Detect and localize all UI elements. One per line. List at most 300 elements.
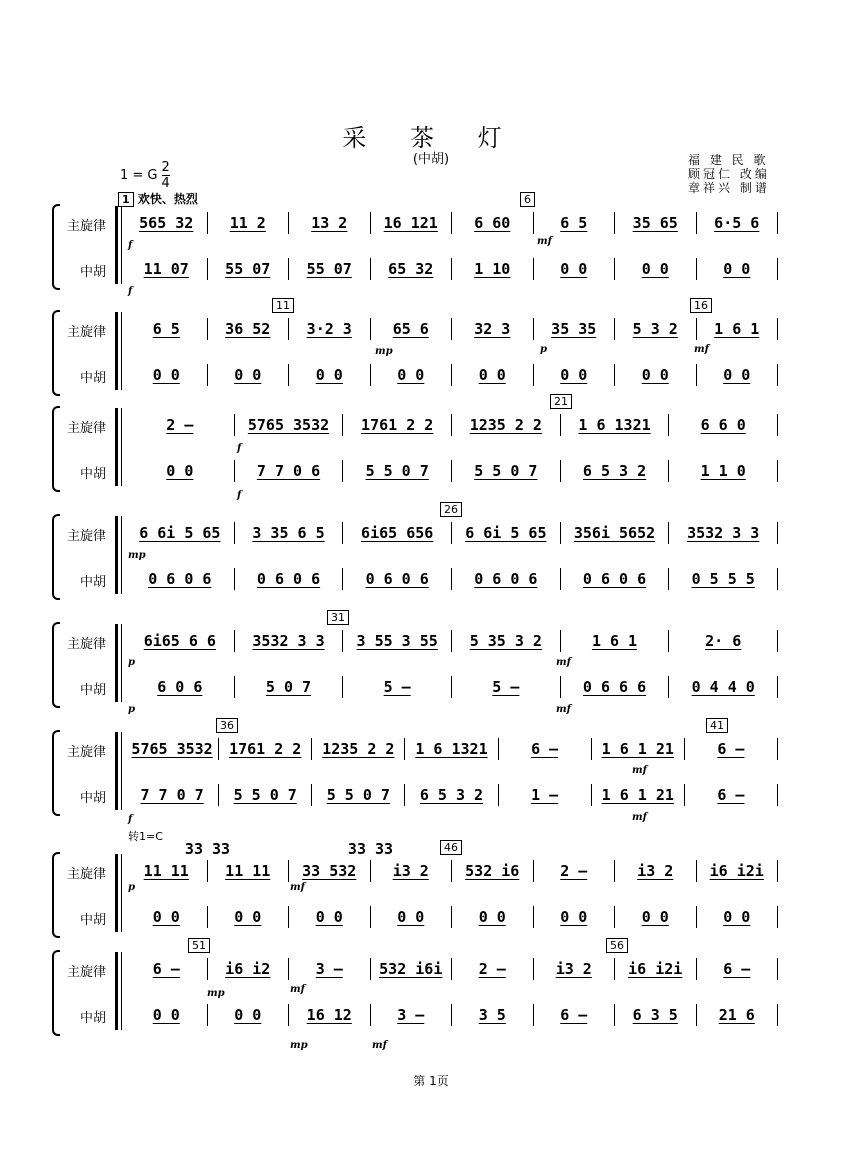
notes: i3 2	[637, 862, 674, 880]
notes: 11 07	[143, 260, 189, 278]
measure	[371, 364, 453, 386]
measure	[219, 784, 312, 806]
measure	[126, 414, 235, 436]
measure	[235, 460, 344, 482]
measure	[452, 522, 561, 544]
notes: 3532 3 3	[687, 524, 760, 542]
notes: 35 35	[551, 320, 597, 338]
dynamic-marking: p	[128, 657, 135, 668]
dynamic-marking: mf	[632, 765, 647, 776]
system-brace	[52, 730, 60, 816]
measure	[561, 630, 670, 652]
measure	[615, 318, 697, 340]
measure	[452, 414, 561, 436]
notes: 0 0	[397, 366, 425, 384]
measure	[343, 568, 452, 590]
dynamic-marking: mf	[556, 704, 571, 715]
measure	[208, 258, 290, 280]
measure	[534, 958, 616, 980]
melody-staff	[126, 522, 778, 544]
measure	[697, 860, 779, 882]
notes: 0 0	[152, 908, 180, 926]
measure	[126, 258, 208, 280]
notes: 5 3 2	[632, 320, 678, 338]
system-start-bar-thin	[121, 952, 122, 1030]
notes: 6 –	[152, 960, 180, 978]
zhonghu-staff	[126, 258, 778, 280]
rehearsal-mark: 21	[550, 394, 572, 409]
measure	[615, 838, 778, 860]
measure	[561, 568, 670, 590]
notes: 0 6 0 6	[148, 570, 212, 588]
measure	[452, 568, 561, 590]
measure	[561, 676, 670, 698]
part-label: 中胡	[79, 683, 106, 698]
measure	[452, 906, 534, 928]
measure	[208, 364, 290, 386]
measure	[126, 784, 219, 806]
notes: 6 5 3 2	[582, 462, 647, 480]
notes: 3 55 3 55	[356, 632, 438, 650]
notes: 6 6i 5 65	[139, 524, 221, 542]
notes: 356i 5652	[573, 524, 656, 542]
notes: 0 0	[723, 260, 751, 278]
notes: 65 6	[392, 320, 429, 338]
notes: 6i65 6 6	[143, 632, 216, 650]
measure	[208, 318, 290, 340]
part-label: 主旋律	[66, 745, 106, 760]
key-prefix: 1 = G	[120, 168, 158, 183]
dynamic-marking: mp	[290, 1040, 308, 1051]
measure	[208, 958, 290, 980]
dynamic-marking: p	[128, 882, 135, 893]
system-start-bar-thin	[121, 624, 122, 702]
rehearsal-mark: 56	[606, 938, 628, 953]
measure	[371, 958, 453, 980]
notes: 3 –	[397, 1006, 425, 1024]
rehearsal-mark: 1	[118, 192, 134, 207]
notes: 7 7 0 6	[256, 462, 321, 480]
notes: 0 0	[478, 908, 506, 926]
notes: 1 6 1 21	[601, 786, 674, 804]
system-start-bar-thin	[121, 312, 122, 390]
measure	[669, 568, 778, 590]
dynamic-marking: mf	[632, 812, 647, 823]
notes: 0 6 0 6	[365, 570, 429, 588]
measure	[371, 860, 453, 882]
notes: 0 0	[152, 366, 180, 384]
notes: 5 5 0 7	[233, 786, 297, 804]
measure	[371, 906, 453, 928]
notes: 6 –	[560, 1006, 588, 1024]
credits	[688, 153, 770, 195]
dynamic-marking: f	[237, 490, 242, 501]
measure	[208, 212, 290, 234]
notes: 33 532	[302, 862, 357, 880]
notes: 6i65 656	[361, 524, 434, 542]
melody-staff	[126, 212, 778, 234]
measure	[697, 258, 779, 280]
dynamic-marking: mp	[375, 346, 393, 357]
measure	[452, 958, 534, 980]
notes: 0 0	[166, 462, 194, 480]
measure	[697, 906, 779, 928]
measure	[452, 860, 534, 882]
notes: 1761 2 2	[361, 416, 434, 434]
measure	[126, 212, 208, 234]
dynamic-marking: p	[540, 344, 547, 355]
system-brace	[52, 950, 60, 1036]
measure	[669, 460, 778, 482]
measure	[371, 212, 453, 234]
notes: 5765 3532	[131, 740, 213, 758]
notes: 16 12	[306, 1006, 352, 1024]
rehearsal-mark: 41	[706, 718, 728, 733]
notes: 0 0	[234, 1006, 262, 1024]
measure	[289, 838, 452, 860]
zhonghu-staff	[126, 364, 778, 386]
time-denominator: 4	[161, 176, 170, 191]
notes: i6 i2i	[628, 960, 683, 978]
rehearsal-mark: 46	[440, 840, 462, 855]
measure	[452, 318, 534, 340]
rehearsal-mark: 31	[327, 610, 349, 625]
measure	[534, 860, 616, 882]
measure	[312, 738, 405, 760]
measure	[615, 958, 697, 980]
notes: 6 3 5	[632, 1006, 678, 1024]
measure	[126, 522, 235, 544]
measure	[371, 318, 453, 340]
dynamic-marking: mp	[128, 550, 146, 561]
key-signature	[120, 160, 170, 191]
measure	[615, 364, 697, 386]
notes: 2 –	[478, 960, 506, 978]
measure	[208, 1004, 290, 1026]
notes: 2 –	[560, 862, 588, 880]
measure	[534, 1004, 616, 1026]
rehearsal-mark: 36	[216, 718, 238, 733]
notes: 6 6i 5 65	[465, 524, 547, 542]
notes: 0 0	[315, 366, 343, 384]
notes: i3 2	[392, 862, 429, 880]
notes: 11 2	[229, 214, 266, 232]
measure	[697, 1004, 779, 1026]
notes: 36 52	[225, 320, 271, 338]
notes: 6 5 3 2	[419, 786, 484, 804]
dynamic-marking: f	[128, 814, 133, 825]
measure	[592, 738, 685, 760]
notes: 1 6 1321	[415, 740, 488, 758]
measure	[669, 522, 778, 544]
measure	[126, 906, 208, 928]
part-label: 主旋律	[66, 325, 106, 340]
dynamic-marking: f	[237, 443, 242, 454]
system-start-bar-thin	[121, 732, 122, 810]
credit-line: 顾冠仁 改编	[688, 167, 770, 181]
measure	[669, 630, 778, 652]
measure	[126, 568, 235, 590]
notes: 0 0	[397, 908, 425, 926]
measure	[615, 1004, 697, 1026]
part-label: 中胡	[79, 1011, 106, 1026]
notes: 21 6	[718, 1006, 755, 1024]
notes: 5 5 0 7	[365, 462, 429, 480]
credit-line: 章祥兴 制谱	[688, 181, 770, 195]
measure	[405, 738, 498, 760]
notes: 0 0	[723, 366, 751, 384]
system-brace	[52, 406, 60, 492]
notes: 1 6 1 21	[601, 740, 674, 758]
notes: 0 0	[234, 366, 262, 384]
notes: i3 2	[555, 960, 592, 978]
notes: 5765 3532	[247, 416, 330, 434]
notes: 532 i6i	[379, 960, 443, 978]
measure	[289, 1004, 371, 1026]
time-signature	[162, 160, 170, 191]
measure	[534, 906, 616, 928]
notes: 5 5 0 7	[326, 786, 390, 804]
measure	[561, 522, 670, 544]
measure	[452, 212, 534, 234]
measure	[343, 522, 452, 544]
notes: 0 0	[152, 1006, 180, 1024]
part-label: 主旋律	[66, 219, 106, 234]
dynamic-marking: mf	[556, 657, 571, 668]
notes: 6 60	[474, 214, 511, 232]
measure	[697, 318, 779, 340]
measure	[499, 784, 592, 806]
notes: 11 11	[143, 862, 189, 880]
part-label: 主旋律	[66, 529, 106, 544]
notes: 33 33	[184, 840, 231, 858]
dynamic-marking: mf	[694, 344, 709, 355]
measure	[499, 738, 592, 760]
zhonghu-staff	[126, 1004, 778, 1026]
measure	[126, 860, 208, 882]
notes: 0 6 0 6	[582, 570, 647, 588]
tempo-text: 欢快、热烈	[137, 192, 198, 206]
measure	[126, 958, 208, 980]
notes: 0 6 6 6	[582, 678, 647, 696]
zhonghu-staff	[126, 784, 778, 806]
system-start-bar-thin	[121, 206, 122, 284]
notes: 0 0	[560, 366, 588, 384]
measure	[235, 414, 344, 436]
measure	[685, 738, 778, 760]
notes: 0 0	[478, 366, 506, 384]
notes: 0 6 0 6	[474, 570, 538, 588]
measure	[289, 906, 371, 928]
notes: 6 6 0	[700, 416, 746, 434]
notes: 0 6 0 6	[256, 570, 321, 588]
rehearsal-mark: 6	[520, 192, 535, 207]
notes: 0 0	[234, 908, 262, 926]
part-label: 主旋律	[66, 867, 106, 882]
measure	[289, 318, 371, 340]
notes: 6 5	[152, 320, 180, 338]
notes: 5 –	[383, 678, 411, 696]
measure	[405, 784, 498, 806]
notes: 3 5	[478, 1006, 506, 1024]
measure	[534, 318, 616, 340]
measure	[615, 212, 697, 234]
notes: 13 2	[311, 214, 348, 232]
measure	[452, 1004, 534, 1026]
notes: i6 i2	[225, 960, 271, 978]
notes: 6 0 6	[157, 678, 203, 696]
measure	[235, 522, 344, 544]
notes: 1235 2 2	[322, 740, 395, 758]
part-label: 主旋律	[66, 637, 106, 652]
notes: 5 35 3 2	[469, 632, 542, 650]
rehearsal-mark: 51	[188, 938, 210, 953]
rehearsal-mark: 26	[440, 502, 462, 517]
notes: 2· 6	[705, 632, 742, 650]
melody-staff	[126, 738, 778, 760]
notes: 6 5	[560, 214, 588, 232]
notes: 35 65	[632, 214, 678, 232]
notes: 0 0	[641, 908, 669, 926]
part-label: 中胡	[79, 575, 106, 590]
measure	[534, 258, 616, 280]
measure	[235, 568, 344, 590]
notes: 1 6 1	[714, 320, 760, 338]
notes: 532 i6	[465, 862, 520, 880]
measure	[289, 958, 371, 980]
dynamic-marking: mf	[290, 984, 305, 995]
notes: 0 0	[641, 260, 669, 278]
measure	[208, 906, 290, 928]
part-label: 中胡	[79, 791, 106, 806]
measure	[343, 676, 452, 698]
measure	[561, 414, 670, 436]
notes: 5 –	[492, 678, 520, 696]
notes: 65 32	[388, 260, 434, 278]
measure	[235, 676, 344, 698]
measure	[452, 460, 561, 482]
measure	[126, 460, 235, 482]
part-label: 中胡	[79, 371, 106, 386]
notes: 6·5 6	[714, 214, 760, 232]
notes: 55 07	[225, 260, 271, 278]
measure	[343, 630, 452, 652]
part-label: 中胡	[79, 913, 106, 928]
measure	[452, 258, 534, 280]
measure	[452, 676, 561, 698]
measure	[126, 318, 208, 340]
notes: 7 7 0 7	[140, 786, 204, 804]
measure	[685, 784, 778, 806]
credit-line: 福 建 民 歌	[688, 153, 769, 167]
notes: 6 –	[531, 740, 559, 758]
part-label: 中胡	[79, 265, 106, 280]
melody-staff	[126, 414, 778, 436]
notes: 1761 2 2	[229, 740, 302, 758]
notes: 32 3	[474, 320, 511, 338]
melody-staff	[126, 958, 778, 980]
dynamic-marking: mf	[290, 882, 305, 893]
notes: 0 4 4 0	[691, 678, 755, 696]
time-numerator: 2	[161, 160, 170, 175]
system-start-bar-thin	[121, 854, 122, 932]
tempo-marking	[118, 190, 198, 207]
notes: 0 0	[315, 908, 343, 926]
system-start-bar-thin	[121, 408, 122, 486]
notes: 5 0 7	[265, 678, 312, 696]
measure	[289, 212, 371, 234]
measure	[697, 364, 779, 386]
measure	[561, 460, 670, 482]
measure	[126, 738, 219, 760]
measure	[343, 414, 452, 436]
notes: 6 –	[723, 960, 751, 978]
notes: 0 0	[560, 908, 588, 926]
notes: 1 6 1	[591, 632, 638, 650]
notes: 3·2 3	[306, 320, 352, 338]
dynamic-marking: mf	[537, 236, 552, 247]
measure	[289, 258, 371, 280]
rehearsal-mark: 16	[690, 298, 712, 313]
measure	[669, 414, 778, 436]
dynamic-marking: f	[128, 286, 133, 297]
measure	[615, 860, 697, 882]
dynamic-marking: f	[128, 240, 133, 251]
notes: 1 6 1321	[578, 416, 651, 434]
notes: 0 0	[723, 908, 751, 926]
notes: 5 5 0 7	[474, 462, 538, 480]
melody-staff	[126, 630, 778, 652]
measure	[534, 212, 616, 234]
system-brace	[52, 514, 60, 600]
notes: 55 07	[306, 260, 352, 278]
measure	[219, 738, 312, 760]
measure	[126, 630, 235, 652]
measure	[126, 364, 208, 386]
notes: 1 10	[474, 260, 511, 278]
measure	[371, 258, 453, 280]
zhonghu-staff	[126, 568, 778, 590]
notes: 11 11	[225, 862, 271, 880]
measure	[615, 258, 697, 280]
melody-staff	[126, 860, 778, 882]
measure	[312, 784, 405, 806]
score-title: 采 茶 灯	[342, 124, 520, 152]
system-brace	[52, 852, 60, 938]
measure	[452, 364, 534, 386]
notes: 1 1 0	[700, 462, 746, 480]
measure	[452, 630, 561, 652]
notes: 565 32	[139, 214, 194, 232]
notes: 6 –	[717, 786, 745, 804]
notes: 1 –	[531, 786, 559, 804]
system-brace	[52, 204, 60, 290]
measure	[126, 676, 235, 698]
notes: 1235 2 2	[469, 416, 542, 434]
notes: 16 121	[383, 214, 438, 232]
system-brace	[52, 622, 60, 708]
notes: 33 33	[347, 840, 394, 858]
measure	[371, 1004, 453, 1026]
measure	[289, 860, 371, 882]
melody-staff	[126, 318, 778, 340]
part-label: 主旋律	[66, 965, 106, 980]
measure	[592, 784, 685, 806]
system-start-bar-thin	[121, 516, 122, 594]
measure	[343, 460, 452, 482]
notes: 3 –	[315, 960, 343, 978]
notes: 3532 3 3	[252, 632, 325, 650]
